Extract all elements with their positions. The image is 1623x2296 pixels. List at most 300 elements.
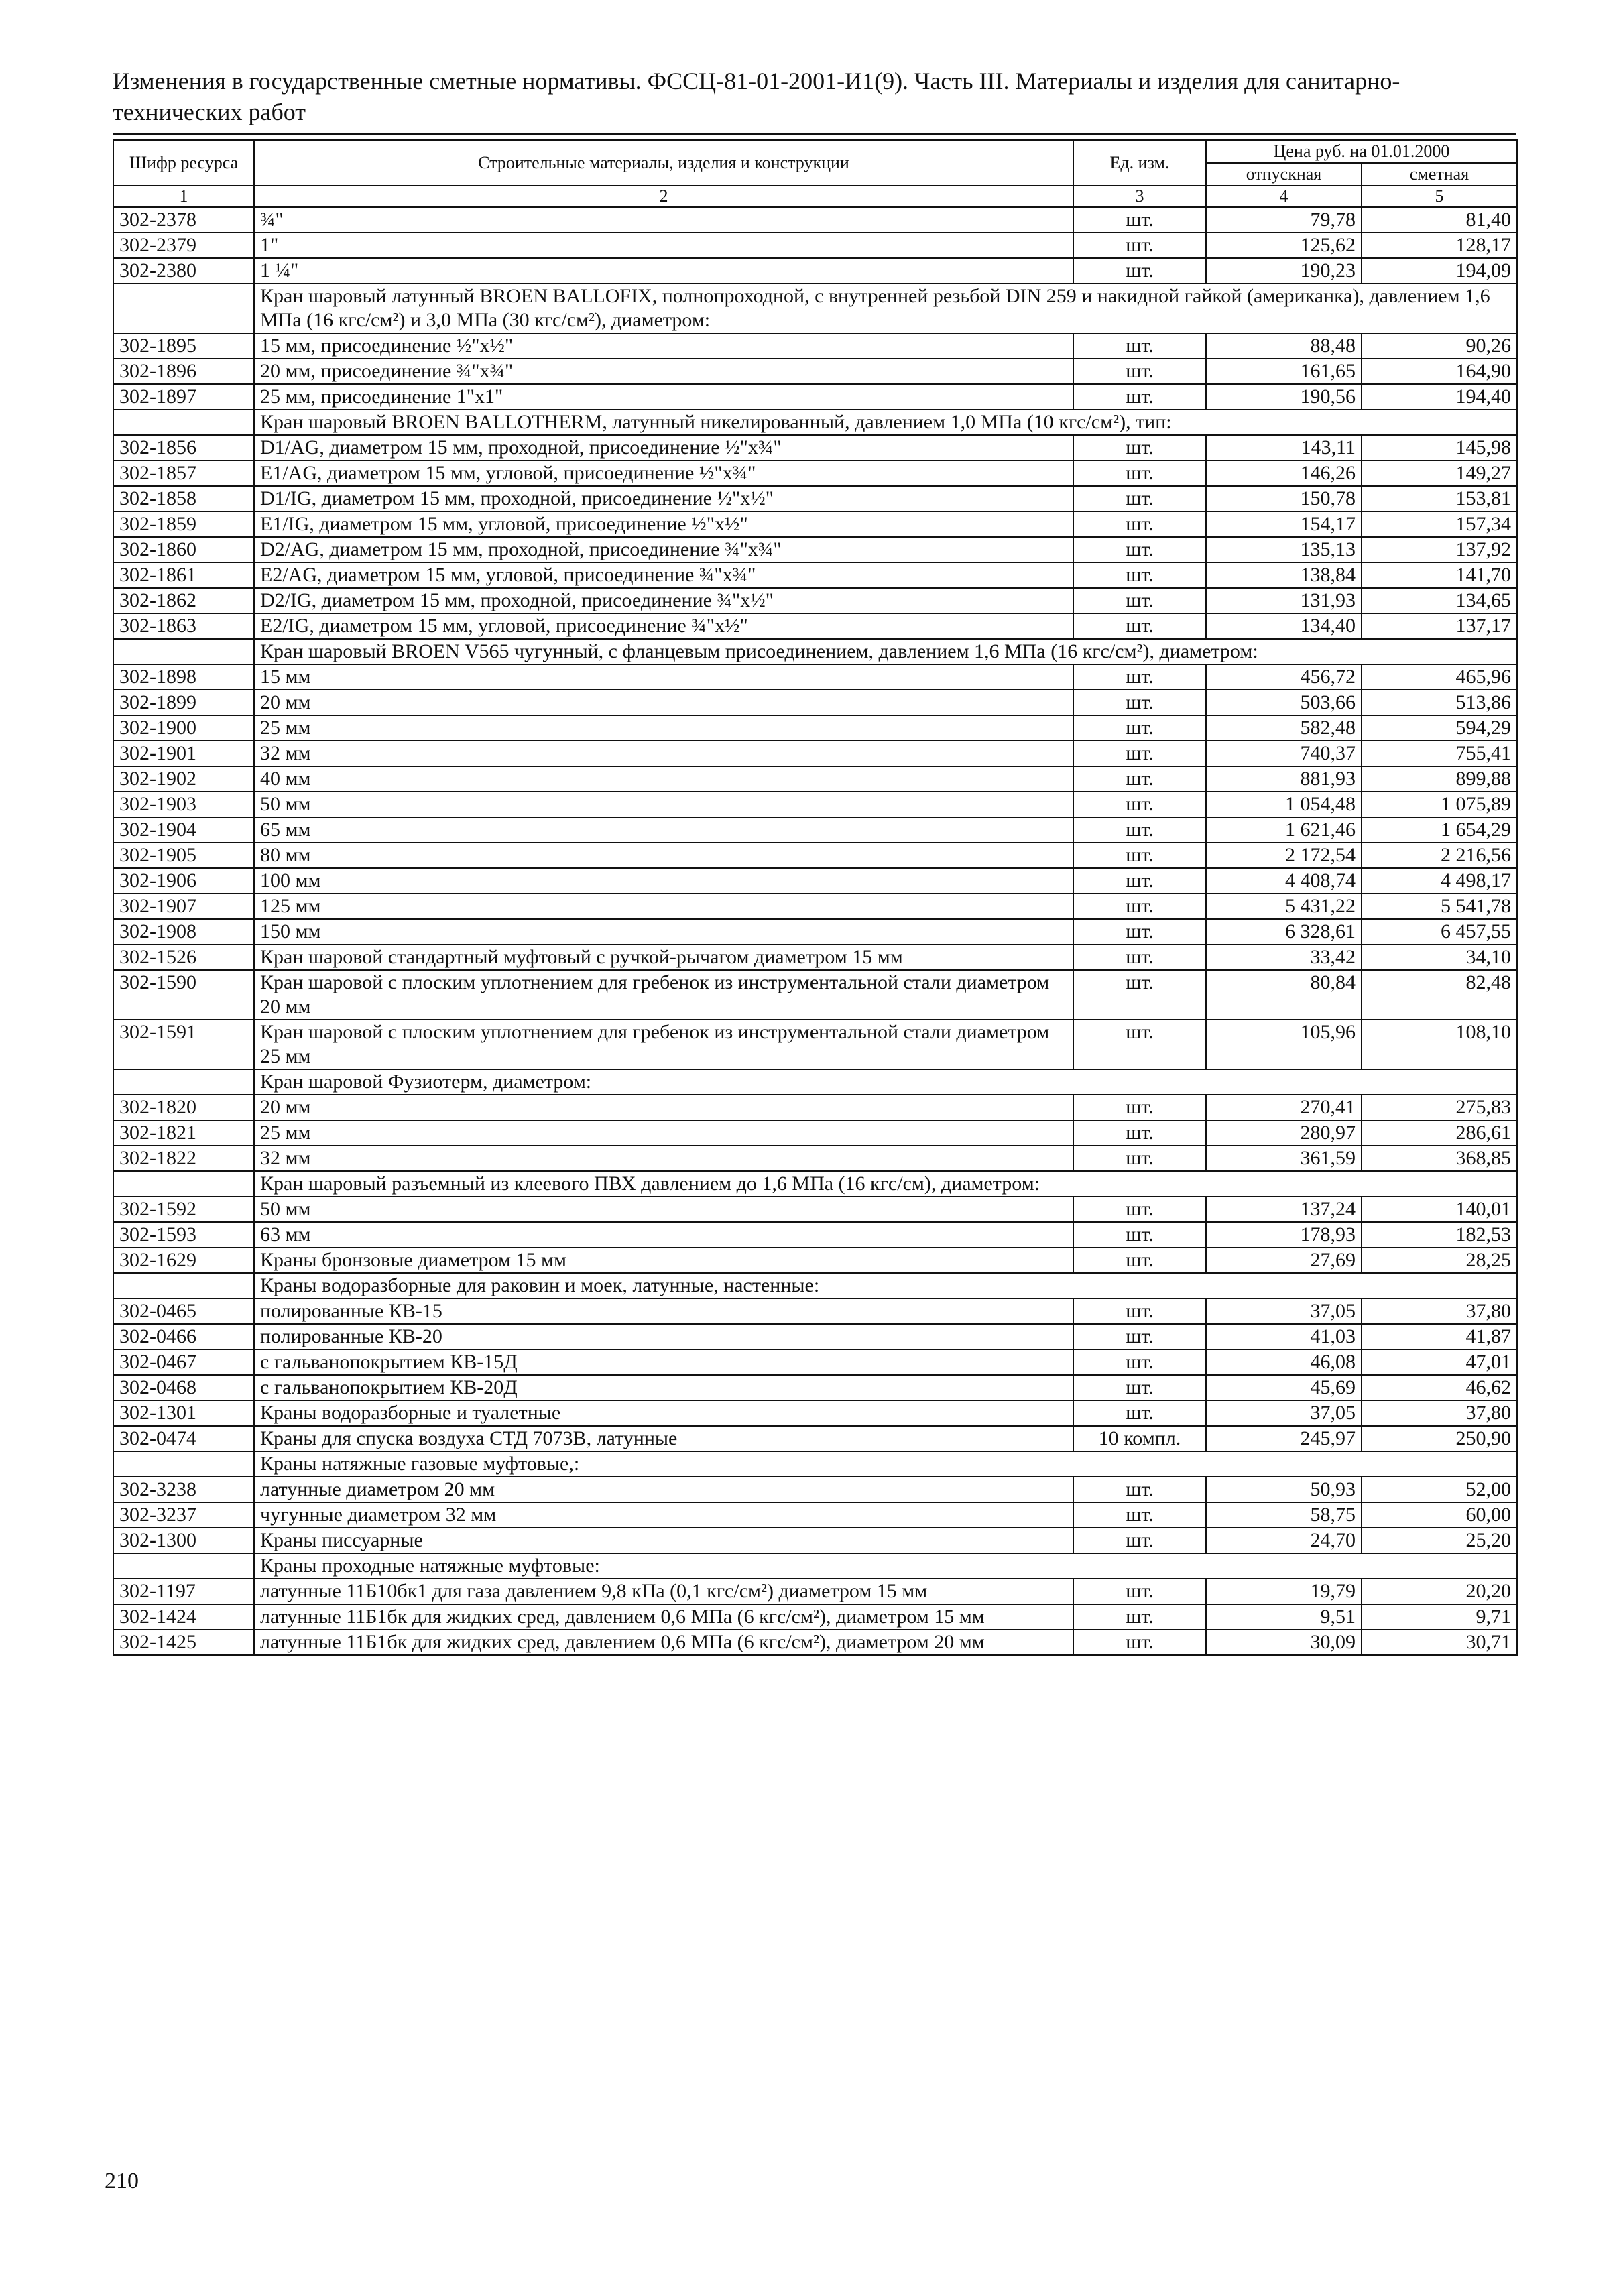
unit-of-measure: шт. [1073,359,1206,384]
column-number: 5 [1362,186,1517,207]
unit-of-measure: шт. [1073,384,1206,410]
estimate-price: 128,17 [1362,233,1517,258]
material-name: 15 мм, присоединение ½"x½" [254,333,1073,359]
group-heading: Кран шаровой Фузиотерм, диаметром: [254,1069,1517,1095]
group-code-cell [113,1451,254,1477]
estimate-price: 82,48 [1362,970,1517,1020]
table-row [113,258,1517,284]
material-name: полированные КВ-15 [254,1298,1073,1324]
resource-code: 302-1197 [113,1579,254,1604]
estimate-price: 9,71 [1362,1604,1517,1630]
group-code-cell [113,1069,254,1095]
material-name: E2/AG, диаметром 15 мм, угловой, присоединение ¾"x¾" [254,562,1073,588]
release-price: 154,17 [1206,511,1362,537]
resource-code: 302-1895 [113,333,254,359]
resource-code: 302-1593 [113,1222,254,1248]
unit-of-measure: шт. [1073,461,1206,486]
estimate-price: 141,70 [1362,562,1517,588]
release-price: 33,42 [1206,945,1362,970]
estimate-price: 145,98 [1362,435,1517,461]
release-price: 88,48 [1206,333,1362,359]
table-row [113,792,1517,817]
resource-code: 302-1860 [113,537,254,562]
estimate-price: 60,00 [1362,1502,1517,1528]
table-row [113,588,1517,613]
unit-of-measure: шт. [1073,894,1206,919]
unit-of-measure: шт. [1073,766,1206,792]
group-code-cell [113,639,254,664]
release-price: 46,08 [1206,1349,1362,1375]
release-price: 79,78 [1206,207,1362,233]
unit-of-measure: шт. [1073,333,1206,359]
header-rule [113,133,1516,135]
release-price: 2 172,54 [1206,843,1362,868]
material-name: D2/AG, диаметром 15 мм, проходной, присоединение ¾"x¾" [254,537,1073,562]
unit-of-measure: шт. [1073,1120,1206,1146]
release-price: 58,75 [1206,1502,1362,1528]
estimate-price: 149,27 [1362,461,1517,486]
resource-code: 302-1822 [113,1146,254,1171]
resource-code: 302-0466 [113,1324,254,1349]
unit-of-measure: шт. [1073,843,1206,868]
group-heading: Краны натяжные газовые муфтовые,: [254,1451,1517,1477]
estimate-price: 157,34 [1362,511,1517,537]
resource-code: 302-1425 [113,1630,254,1655]
col-header-estimate: сметная [1362,163,1517,186]
material-name: 50 мм [254,792,1073,817]
resource-code: 302-3237 [113,1502,254,1528]
group-heading-row [113,1069,1517,1095]
material-name: 32 мм [254,741,1073,766]
group-heading: Кран шаровый BROEN BALLOTHERM, латунный никелированный, давлением 1,0 МПа (10 кгс/см²), тип: [254,410,1517,435]
table-row [113,1324,1517,1349]
estimate-price: 140,01 [1362,1197,1517,1222]
table-row [113,461,1517,486]
group-heading-row [113,639,1517,664]
estimate-price: 6 457,55 [1362,919,1517,945]
unit-of-measure: шт. [1073,868,1206,894]
unit-of-measure: шт. [1073,741,1206,766]
page-number: 210 [105,2169,139,2193]
release-price: 161,65 [1206,359,1362,384]
table-row [113,1120,1517,1146]
release-price: 4 408,74 [1206,868,1362,894]
material-name: E2/IG, диаметром 15 мм, угловой, присоединение ¾"x½" [254,613,1073,639]
unit-of-measure: шт. [1073,486,1206,511]
resource-code: 302-1590 [113,970,254,1020]
material-name: Кран шаровой с плоским уплотнением для гребенок из инструментальной стали диаметром 20 мм [254,970,1073,1020]
table-row [113,1528,1517,1553]
estimate-price: 194,40 [1362,384,1517,410]
release-price: 190,56 [1206,384,1362,410]
unit-of-measure: шт. [1073,945,1206,970]
material-name: 80 мм [254,843,1073,868]
estimate-price: 20,20 [1362,1579,1517,1604]
table-row [113,690,1517,715]
group-heading: Кран шаровый латунный BROEN BALLOFIX, полнопроходной, с внутренней резьбой DIN 259 и накидной гайкой (американка), давлением 1,6 МПа (16 кгс/см²) и 3,0 МПа (30 кгс/см²), диаметром: [254,284,1517,333]
unit-of-measure: шт. [1073,258,1206,284]
table-body [113,207,1517,1655]
table-row [113,1197,1517,1222]
group-heading-row [113,1553,1517,1579]
release-price: 245,97 [1206,1426,1362,1451]
resource-code: 302-1301 [113,1400,254,1426]
release-price: 881,93 [1206,766,1362,792]
table-row [113,1400,1517,1426]
release-price: 105,96 [1206,1020,1362,1069]
unit-of-measure: шт. [1073,588,1206,613]
col-header-release: отпускная [1206,163,1362,186]
resource-code: 302-1820 [113,1095,254,1120]
estimate-price: 41,87 [1362,1324,1517,1349]
table-row [113,435,1517,461]
material-name: D2/IG, диаметром 15 мм, проходной, присоединение ¾"x½" [254,588,1073,613]
release-price: 190,23 [1206,258,1362,284]
release-price: 503,66 [1206,690,1362,715]
unit-of-measure: шт. [1073,690,1206,715]
material-name: 20 мм [254,1095,1073,1120]
resource-code: 302-1899 [113,690,254,715]
estimate-price: 1 075,89 [1362,792,1517,817]
unit-of-measure: шт. [1073,715,1206,741]
table-row [113,970,1517,1020]
release-price: 41,03 [1206,1324,1362,1349]
material-name: латунные 11Б1бк для жидких сред, давлением 0,6 МПа (6 кгс/см²), диаметром 20 мм [254,1630,1073,1655]
group-code-cell [113,1553,254,1579]
resource-code: 302-1907 [113,894,254,919]
estimate-price: 25,20 [1362,1528,1517,1553]
resource-code: 302-1897 [113,384,254,410]
resource-code: 302-1591 [113,1020,254,1069]
release-price: 9,51 [1206,1604,1362,1630]
table-row [113,919,1517,945]
column-number: 3 [1073,186,1206,207]
estimate-price: 4 498,17 [1362,868,1517,894]
material-name: 20 мм, присоединение ¾"x¾" [254,359,1073,384]
resource-code: 302-1900 [113,715,254,741]
unit-of-measure: шт. [1073,1349,1206,1375]
table-row [113,359,1517,384]
material-name: чугунные диаметром 32 мм [254,1502,1073,1528]
resource-code: 302-1300 [113,1528,254,1553]
resource-code: 302-1863 [113,613,254,639]
table-row [113,945,1517,970]
unit-of-measure: шт. [1073,435,1206,461]
group-heading: Кран шаровый BROEN V565 чугунный, с фланцевым присоединением, давлением 1,6 МПа (16 кгс/см²), диаметром: [254,639,1517,664]
group-heading: Краны водоразборные для раковин и моек, латунные, настенные: [254,1273,1517,1298]
table-row [113,741,1517,766]
col-header-name: Строительные материалы, изделия и конструкции [254,140,1073,186]
resource-code: 302-0474 [113,1426,254,1451]
unit-of-measure: шт. [1073,1579,1206,1604]
material-name: 1 ¼" [254,258,1073,284]
unit-of-measure: шт. [1073,1375,1206,1400]
unit-of-measure: шт. [1073,562,1206,588]
estimate-price: 153,81 [1362,486,1517,511]
resource-code: 302-1858 [113,486,254,511]
estimate-price: 52,00 [1362,1477,1517,1502]
unit-of-measure: шт. [1073,1400,1206,1426]
table-row [113,613,1517,639]
group-code-cell [113,410,254,435]
table-row [113,1604,1517,1630]
estimate-price: 108,10 [1362,1020,1517,1069]
group-heading: Кран шаровый разъемный из клеевого ПВХ давлением до 1,6 МПа (16 кгс/см), диаметром: [254,1171,1517,1197]
material-name: 50 мм [254,1197,1073,1222]
table-row [113,664,1517,690]
table-row [113,1477,1517,1502]
table-row [113,511,1517,537]
estimate-price: 594,29 [1362,715,1517,741]
material-name: 63 мм [254,1222,1073,1248]
resource-code: 302-2378 [113,207,254,233]
resource-code: 302-1862 [113,588,254,613]
unit-of-measure: шт. [1073,1604,1206,1630]
table-row [113,766,1517,792]
group-heading: Краны проходные натяжные муфтовые: [254,1553,1517,1579]
resource-code: 302-1859 [113,511,254,537]
release-price: 143,11 [1206,435,1362,461]
resource-code: 302-1424 [113,1604,254,1630]
release-price: 178,93 [1206,1222,1362,1248]
estimate-price: 2 216,56 [1362,843,1517,868]
unit-of-measure: шт. [1073,664,1206,690]
estimate-price: 286,61 [1362,1120,1517,1146]
estimate-price: 755,41 [1362,741,1517,766]
unit-of-measure: шт. [1073,1502,1206,1528]
table-row [113,1502,1517,1528]
group-heading-row [113,1451,1517,1477]
release-price: 361,59 [1206,1146,1362,1171]
release-price: 19,79 [1206,1579,1362,1604]
material-name: 125 мм [254,894,1073,919]
material-name: D1/AG, диаметром 15 мм, проходной, присоединение ½"x¾" [254,435,1073,461]
resource-code: 302-1898 [113,664,254,690]
release-price: 582,48 [1206,715,1362,741]
estimate-price: 250,90 [1362,1426,1517,1451]
unit-of-measure: шт. [1073,1630,1206,1655]
material-name: ¾" [254,207,1073,233]
estimate-price: 34,10 [1362,945,1517,970]
resource-code: 302-0468 [113,1375,254,1400]
material-name: латунные 11Б1бк для жидких сред, давлением 0,6 МПа (6 кгс/см²), диаметром 15 мм [254,1604,1073,1630]
group-code-cell [113,284,254,333]
table-row [113,333,1517,359]
release-price: 1 054,48 [1206,792,1362,817]
estimate-price: 30,71 [1362,1630,1517,1655]
unit-of-measure: шт. [1073,1095,1206,1120]
estimate-price: 182,53 [1362,1222,1517,1248]
release-price: 37,05 [1206,1298,1362,1324]
table-row [113,1222,1517,1248]
price-table [113,139,1518,1656]
resource-code: 302-1526 [113,945,254,970]
unit-of-measure: шт. [1073,970,1206,1020]
release-price: 37,05 [1206,1400,1362,1426]
table-row [113,384,1517,410]
resource-code: 302-1857 [113,461,254,486]
material-name: Краны для спуска воздуха СТД 7073В, латунные [254,1426,1073,1451]
table-row [113,868,1517,894]
estimate-price: 46,62 [1362,1375,1517,1400]
resource-code: 302-0467 [113,1349,254,1375]
table-row [113,1146,1517,1171]
unit-of-measure: шт. [1073,233,1206,258]
release-price: 1 621,46 [1206,817,1362,843]
release-price: 146,26 [1206,461,1362,486]
table-header-row [113,140,1517,163]
unit-of-measure: шт. [1073,1298,1206,1324]
estimate-price: 275,83 [1362,1095,1517,1120]
table-row [113,486,1517,511]
resource-code: 302-1903 [113,792,254,817]
resource-code: 302-1861 [113,562,254,588]
material-name: 32 мм [254,1146,1073,1171]
table-row [113,233,1517,258]
resource-code: 302-1896 [113,359,254,384]
table-row [113,207,1517,233]
release-price: 150,78 [1206,486,1362,511]
material-name: Кран шаровой стандартный муфтовый с ручкой-рычагом диаметром 15 мм [254,945,1073,970]
estimate-price: 137,92 [1362,537,1517,562]
column-number: 1 [113,186,254,207]
material-name: Краны писсуарные [254,1528,1073,1553]
material-name: с гальванопокрытием КВ-15Д [254,1349,1073,1375]
table-row [113,817,1517,843]
material-name: латунные диаметром 20 мм [254,1477,1073,1502]
page-header: Изменения в государственные сметные нормативы. ФССЦ-81-01-2001-И1(9). Часть III. Материалы и изделия для санитарно-технических работ [113,68,1400,125]
estimate-price: 47,01 [1362,1349,1517,1375]
group-heading-row [113,1171,1517,1197]
material-name: D1/IG, диаметром 15 мм, проходной, присоединение ½"x½" [254,486,1073,511]
group-code-cell [113,1273,254,1298]
material-name: 25 мм [254,1120,1073,1146]
resource-code: 302-1901 [113,741,254,766]
release-price: 135,13 [1206,537,1362,562]
resource-code: 302-1592 [113,1197,254,1222]
group-heading-row [113,1273,1517,1298]
release-price: 6 328,61 [1206,919,1362,945]
group-heading-row [113,284,1517,333]
estimate-price: 37,80 [1362,1298,1517,1324]
release-price: 30,09 [1206,1630,1362,1655]
unit-of-measure: шт. [1073,1324,1206,1349]
group-heading-row [113,410,1517,435]
material-name: Краны бронзовые диаметром 15 мм [254,1248,1073,1273]
estimate-price: 28,25 [1362,1248,1517,1273]
resource-code: 302-3238 [113,1477,254,1502]
resource-code: 302-2380 [113,258,254,284]
table-row [113,1095,1517,1120]
estimate-price: 1 654,29 [1362,817,1517,843]
table-row [113,1426,1517,1451]
resource-code: 302-1906 [113,868,254,894]
release-price: 50,93 [1206,1477,1362,1502]
col-header-price-group: Цена руб. на 01.01.2000 [1206,140,1517,163]
column-number: 4 [1206,186,1362,207]
unit-of-measure: шт. [1073,1020,1206,1069]
estimate-price: 81,40 [1362,207,1517,233]
resource-code: 302-1905 [113,843,254,868]
table-row [113,1630,1517,1655]
resource-code: 302-1904 [113,817,254,843]
col-header-code: Шифр ресурса [113,140,254,186]
material-name: полированные КВ-20 [254,1324,1073,1349]
resource-code: 302-0465 [113,1298,254,1324]
estimate-price: 164,90 [1362,359,1517,384]
estimate-price: 513,86 [1362,690,1517,715]
unit-of-measure: шт. [1073,1146,1206,1171]
column-number: 2 [254,186,1073,207]
unit-of-measure: 10 компл. [1073,1426,1206,1451]
release-price: 280,97 [1206,1120,1362,1146]
material-name: Кран шаровой с плоским уплотнением для гребенок из инструментальной стали диаметром 25 мм [254,1020,1073,1069]
col-header-unit: Ед. изм. [1073,140,1206,186]
material-name: 40 мм [254,766,1073,792]
release-price: 740,37 [1206,741,1362,766]
unit-of-measure: шт. [1073,1222,1206,1248]
material-name: 15 мм [254,664,1073,690]
unit-of-measure: шт. [1073,1528,1206,1553]
table-row [113,1298,1517,1324]
release-price: 45,69 [1206,1375,1362,1400]
table-row [113,843,1517,868]
unit-of-measure: шт. [1073,511,1206,537]
unit-of-measure: шт. [1073,919,1206,945]
estimate-price: 465,96 [1362,664,1517,690]
resource-code: 302-2379 [113,233,254,258]
release-price: 270,41 [1206,1095,1362,1120]
table-row [113,1020,1517,1069]
resource-code: 302-1856 [113,435,254,461]
estimate-price: 137,17 [1362,613,1517,639]
unit-of-measure: шт. [1073,613,1206,639]
resource-code: 302-1908 [113,919,254,945]
material-name: 150 мм [254,919,1073,945]
material-name: E1/AG, диаметром 15 мм, угловой, присоединение ½"x¾" [254,461,1073,486]
table-row [113,1579,1517,1604]
material-name: 100 мм [254,868,1073,894]
unit-of-measure: шт. [1073,817,1206,843]
material-name: 25 мм [254,715,1073,741]
estimate-price: 90,26 [1362,333,1517,359]
unit-of-measure: шт. [1073,792,1206,817]
unit-of-measure: шт. [1073,1197,1206,1222]
column-number-row [113,186,1517,207]
release-price: 131,93 [1206,588,1362,613]
release-price: 24,70 [1206,1528,1362,1553]
table-row [113,715,1517,741]
estimate-price: 899,88 [1362,766,1517,792]
group-code-cell [113,1171,254,1197]
table-row [113,537,1517,562]
estimate-price: 134,65 [1362,588,1517,613]
material-name: с гальванопокрытием КВ-20Д [254,1375,1073,1400]
unit-of-measure: шт. [1073,207,1206,233]
material-name: E1/IG, диаметром 15 мм, угловой, присоединение ½"x½" [254,511,1073,537]
table-row [113,1375,1517,1400]
material-name: Краны водоразборные и туалетные [254,1400,1073,1426]
unit-of-measure: шт. [1073,1477,1206,1502]
release-price: 138,84 [1206,562,1362,588]
material-name: латунные 11Б10бк1 для газа давлением 9,8 кПа (0,1 кгс/см²) диаметром 15 мм [254,1579,1073,1604]
release-price: 27,69 [1206,1248,1362,1273]
unit-of-measure: шт. [1073,537,1206,562]
release-price: 5 431,22 [1206,894,1362,919]
table-row [113,894,1517,919]
release-price: 80,84 [1206,970,1362,1020]
resource-code: 302-1902 [113,766,254,792]
